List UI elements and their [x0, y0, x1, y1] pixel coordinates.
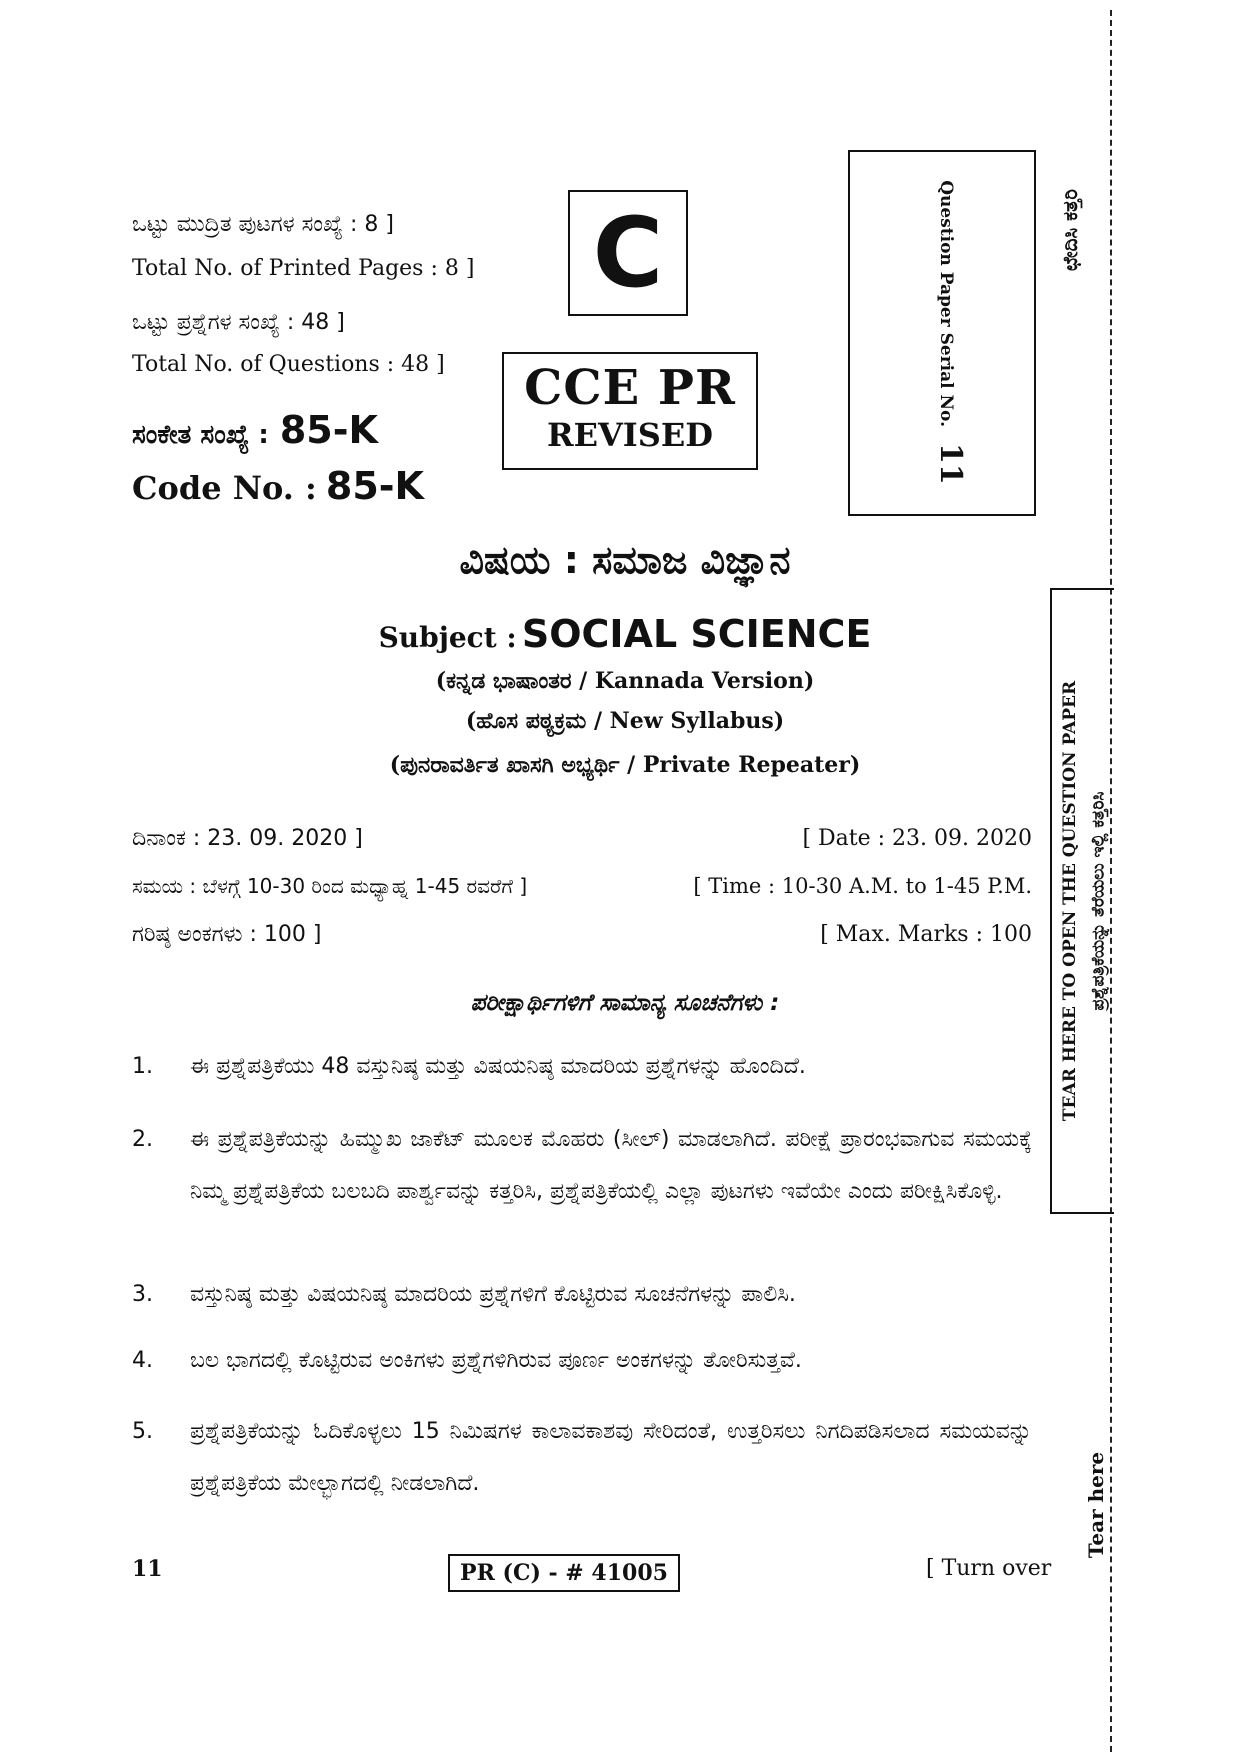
- cce-box: [502, 352, 758, 470]
- total-questions-kn: ಒಟ್ಟು ಪ್ರಶ್ನೆಗಳ ಸಂಖ್ಯೆ : 48 ]: [132, 310, 345, 335]
- subject-en-label: Subject :: [378, 621, 517, 654]
- subject-en: [0, 612, 1238, 656]
- instruction-text: ಈ ಪ್ರಶ್ನೆಪತ್ರಿಕೆಯನ್ನು ಹಿಮ್ಮುಖ ಜಾಕೆಟ್ ಮೂಲಕ ಮೊಹರು (ಸೀಲ್) ಮಾಡಲಾಗಿದೆ. ಪರೀಕ್ಷೆ ಪ್ರಾರಂಭವಾಗುವ ಸಮಯಕ್ಕೆ ನಿಮ್ಮ ಪ್ರಶ್ನೆಪತ್ರಿಕೆಯ ಬಲಬದಿ ಪಾರ್ಶ್ವವನ್ನು ಕತ್ತರಿಸಿ, ಪ್ರಶ್ನೆಪತ್ರಿಕೆಯಲ್ಲಿ ಎಲ್ಲಾ ಪುಟಗಳು ಇವೆಯೇ ಎಂದು ಪರೀಕ್ಷಿಸಿಕೊಳ್ಳಿ.: [190, 1127, 1032, 1204]
- code-en-value: 85-K: [325, 464, 425, 508]
- subject-en-value: SOCIAL SCIENCE: [521, 612, 872, 656]
- tear-label-kn: ಪ್ರಶ್ನೆಪತ್ರಿಕೆಯನ್ನು ತೆರೆಯಲು ಇಲ್ಲಿ ಕತ್ತರಿಸಿ: [1088, 791, 1109, 1011]
- serial-number-box: [848, 150, 1036, 516]
- instruction-number: 4.: [132, 1348, 153, 1373]
- version-letter: C: [592, 197, 664, 309]
- cce-subtitle: REVISED: [546, 416, 714, 454]
- subject-kn: ವಿಷಯ : ಸಮಾಜ ವಿಜ್ಞಾನ: [459, 538, 791, 582]
- code-en-label: Code No. :: [132, 469, 317, 507]
- serial-number: 11: [932, 442, 968, 485]
- code-kn-label: ಸಂಕೇತ ಸಂಖ್ಯೆ :: [132, 420, 269, 450]
- instruction-text: ಪ್ರಶ್ನೆಪತ್ರಿಕೆಯನ್ನು ಓದಿಕೊಳ್ಳಲು 15 ನಿಮಿಷಗಳ ಕಾಲಾವಕಾಶವು ಸೇರಿದಂತೆ, ಉತ್ತರಿಸಲು ನಿಗದಿಪಡಿಸಲಾದ ಸಮಯವನ್ನು ಪ್ರಶ್ನೆಪತ್ರಿಕೆಯ ಮೇಲ್ಭಾಗದಲ್ಲಿ ನೀಡಲಾಗಿದೆ.: [190, 1419, 1032, 1496]
- time-en: [ Time : 10-30 A.M. to 1-45 P.M.: [693, 874, 1032, 898]
- date-en: [ Date : 23. 09. 2020: [802, 826, 1032, 851]
- max-marks-kn: ಗರಿಷ್ಠ ಅಂಕಗಳು : 100 ]: [132, 922, 322, 947]
- printed-pages-kn: ಒಟ್ಟು ಮುದ್ರಿತ ಪುಟಗಳ ಸಂಖ್ಯೆ : 8 ]: [132, 212, 394, 237]
- footer-page-code: 11: [132, 1556, 163, 1582]
- date-kn: ದಿನಾಂಕ : 23. 09. 2020 ]: [132, 826, 363, 851]
- instruction-number: 1.: [132, 1054, 153, 1079]
- instruction-text: ಈ ಪ್ರಶ್ನೆಪತ್ರಿಕೆಯು 48 ವಸ್ತುನಿಷ್ಠ ಮತ್ತು ವಿಷಯನಿಷ್ಠ ಮಾದರಿಯ ಪ್ರಶ್ನೆಗಳನ್ನು ಹೊಂದಿದೆ.: [190, 1054, 806, 1079]
- serial-label: Question Paper Serial No.: [935, 179, 956, 427]
- footer-paper-code: PR (C) - # 41005: [448, 1554, 680, 1592]
- tear-label-en: TEAR HERE TO OPEN THE QUESTION PAPER: [1060, 680, 1080, 1122]
- side-cut-label-kn: ಛೇದಿಸಿ ಕತ್ತರಿ: [1058, 189, 1083, 271]
- total-questions-en: Total No. of Questions : 48 ]: [132, 352, 445, 377]
- instruction-item: [132, 1048, 1032, 1086]
- printed-pages-en: Total No. of Printed Pages : 8 ]: [132, 256, 475, 281]
- turn-over: [ Turn over: [926, 1556, 1052, 1581]
- instruction-text: ವಸ್ತುನಿಷ್ಠ ಮತ್ತು ವಿಷಯನಿಷ್ಠ ಮಾದರಿಯ ಪ್ರಶ್ನೆಗಳಿಗೆ ಕೊಟ್ಟಿರುವ ಸೂಚನೆಗಳನ್ನು ಪಾಲಿಸಿ.: [190, 1282, 796, 1307]
- subject-syllabus: (ಹೊಸ ಪಠ್ಯಕ್ರಮ / New Syllabus): [465, 708, 785, 734]
- instruction-text: ಬಲ ಭಾಗದಲ್ಲಿ ಕೊಟ್ಟಿರುವ ಅಂಕಿಗಳು ಪ್ರಶ್ನೆಗಳಿಗಿರುವ ಪೂರ್ಣ ಅಂಕಗಳನ್ನು ತೋರಿಸುತ್ತವೆ.: [190, 1348, 802, 1373]
- version-letter-box: [568, 190, 688, 316]
- max-marks-en: [ Max. Marks : 100: [820, 922, 1032, 947]
- cce-title: CCE PR: [524, 360, 736, 416]
- instruction-item: [132, 1276, 1032, 1314]
- time-kn: ಸಮಯ : ಬೆಳಗ್ಗೆ 10-30 ರಿಂದ ಮಧ್ಯಾಹ್ನ 1-45 ರವರೆಗೆ ]: [132, 874, 528, 898]
- instructions-heading: ಪರೀಕ್ಷಾರ್ಥಿಗಳಿಗೆ ಸಾಮಾನ್ಯ ಸೂಚನೆಗಳು :: [470, 990, 780, 1016]
- instruction-number: 5.: [132, 1419, 153, 1444]
- instruction-number: 3.: [132, 1282, 153, 1307]
- instruction-item: [132, 1342, 1032, 1380]
- tear-here-bottom: Tear here: [1084, 1451, 1108, 1559]
- instruction-number: 2.: [132, 1127, 153, 1152]
- code-en: [132, 464, 424, 508]
- subject-candidate-type: (ಪುನರಾವರ್ತಿತ ಖಾಸಗಿ ಅಭ್ಯರ್ಥಿ / Private Repeater): [389, 752, 861, 778]
- subject-version: (ಕನ್ನಡ ಭಾಷಾಂತರ / Kannada Version): [435, 668, 815, 694]
- instruction-item: [132, 1114, 1032, 1218]
- instruction-item: [132, 1406, 1032, 1510]
- code-kn-value: 85-K: [279, 408, 378, 452]
- code-kn: [132, 408, 378, 452]
